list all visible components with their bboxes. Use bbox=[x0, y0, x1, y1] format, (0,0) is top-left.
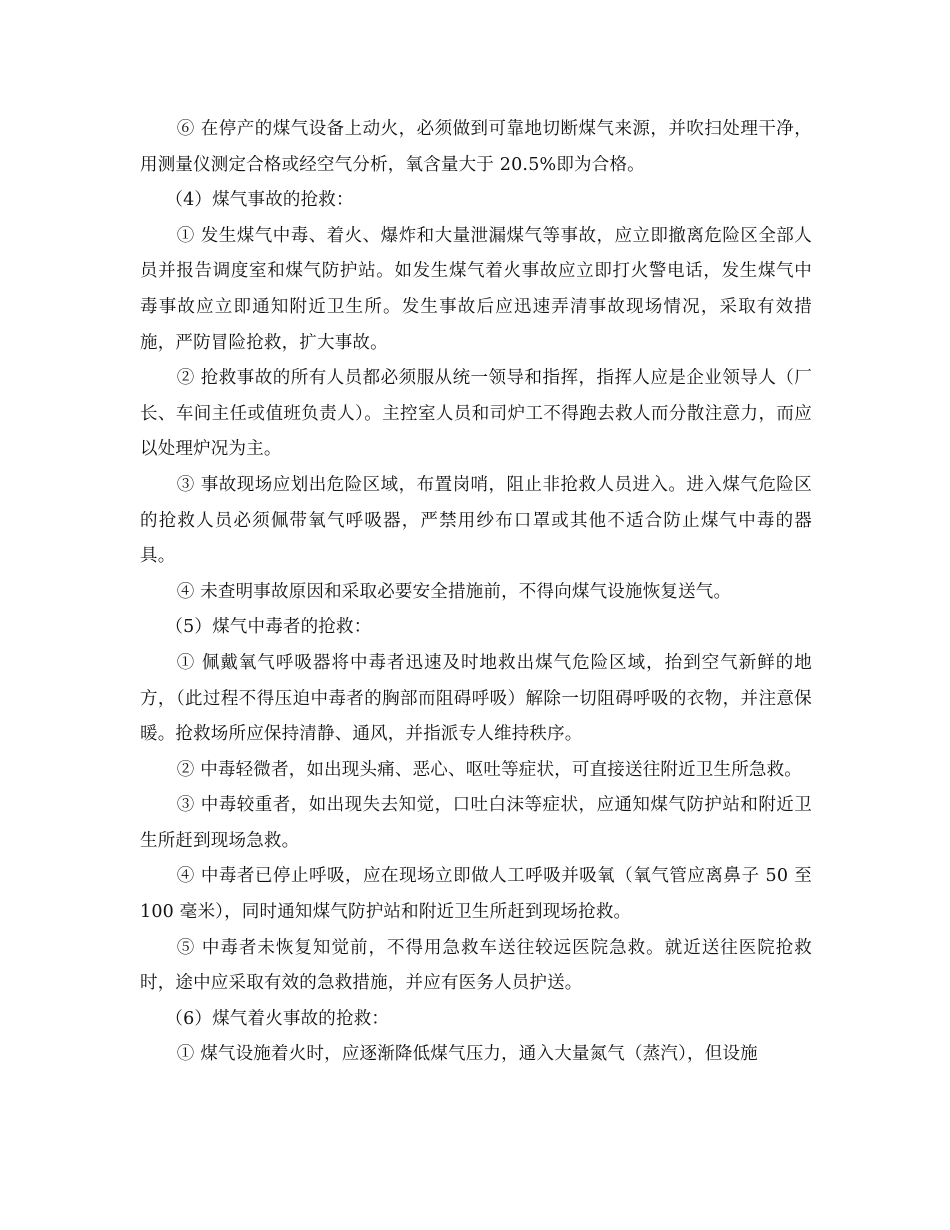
heading-gas-accident-rescue: （4）煤气事故的抢救： bbox=[165, 190, 354, 211]
paragraph-mild-poisoning: ② 中毒轻微者，如出现头痛、恶心、呕吐等症状，可直接送往附近卫生所急救。 bbox=[176, 759, 803, 780]
paragraph-reduce-gas-pressure: ① 煤气设施着火时，应逐渐降低煤气压力，通入大量氮气（蒸汽），但设施 bbox=[176, 1044, 758, 1065]
paragraph-danger-zone: ③ 事故现场应划出危险区域，布置岗哨，阻止非抢救人员进入。进入煤气危险区的抢救人员必须佩带氧气呼吸器，严禁用纱布口罩或其他不适合防止煤气中毒的器具。 bbox=[140, 474, 812, 567]
paragraph-rescue-to-fresh-air: ① 佩戴氧气呼吸器将中毒者迅速及时地救出煤气危险区域，抬到空气新鲜的地方，（此过程不得压迫中毒者的胸部而阻碍呼吸）解除一切阻碍呼吸的衣物，并注意保暖。抢救场所应保持清静、通风，并指派专人维持秩序。 bbox=[140, 652, 812, 745]
heading-poisoning-rescue: （5）煤气中毒者的抢救： bbox=[165, 617, 372, 638]
paragraph-unified-command: ② 抢救事故的所有人员都必须服从统一领导和指挥，指挥人应是企业领导人（厂长、车间主任或值班负责人）。主控室人员和司炉工不得跑去救人而分散注意力，而应以处理炉况为主。 bbox=[140, 368, 812, 460]
document-body bbox=[140, 112, 812, 1073]
paragraph-severe-poisoning: ③ 中毒较重者，如出现失去知觉，口吐白沫等症状，应通知煤气防护站和附近卫生所赶到现场急救。 bbox=[140, 795, 812, 851]
paragraph-hospital-transport: ⑤ 中毒者未恢复知觉前，不得用急救车送往较远医院急救。就近送往医院抢救时，途中应采取有效的急救措施，并应有医务人员护送。 bbox=[140, 937, 812, 994]
paragraph-evacuate-and-report: ① 发生煤气中毒、着火、爆炸和大量泄漏煤气等事故，应立即撤离危险区全部人员并报告调度室和煤气防护站。如发生煤气着火事故应立即打火警电话，发生煤气中毒事故应立即通知附近卫生所。发生事故后应迅速弄清事故现场情况，采取有效措施，严防冒险抢救，扩大事故。 bbox=[140, 225, 812, 353]
paragraph-stopped-breathing: ④ 中毒者已停止呼吸，应在现场立即做人工呼吸并吸氧（氧气管应离鼻子 50 至 100 毫米），同时通知煤气防护站和附近卫生所赶到现场抢救。 bbox=[140, 866, 812, 923]
heading-fire-accident-rescue: （6）煤气着火事故的抢救： bbox=[165, 1008, 390, 1029]
paragraph-no-restart-supply: ④ 未查明事故原因和采取必要安全措施前，不得向煤气设施恢复送气。 bbox=[176, 581, 732, 602]
paragraph-fire-on-shutdown-equipment: ⑥ 在停产的煤气设备上动火，必须做到可靠地切断煤气来源，并吹扫处理干净，用测量仪测定合格或经空气分析，氧含量大于 20.5%即为合格。 bbox=[140, 119, 812, 175]
